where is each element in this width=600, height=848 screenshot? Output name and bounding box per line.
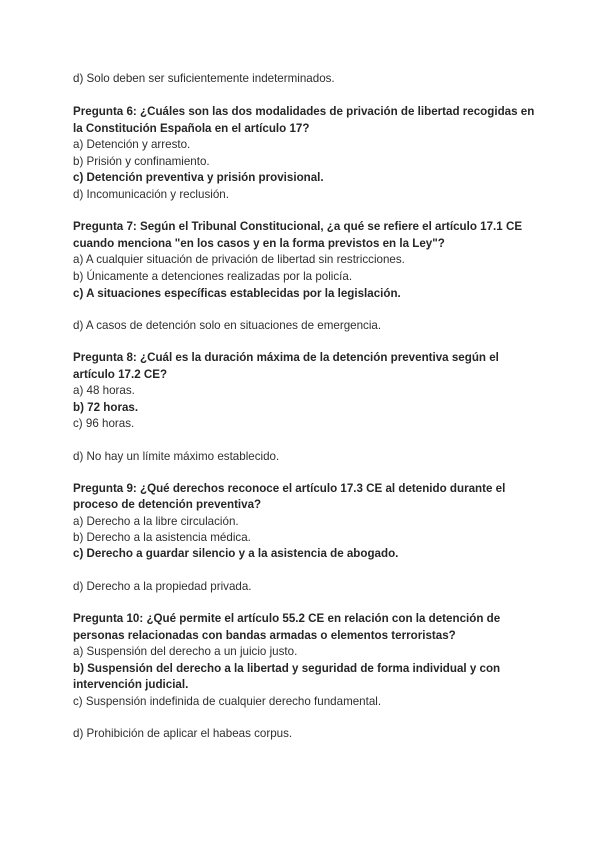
question-8-option-a: a) 48 horas. [73,384,135,397]
question-9-option-b: b) Derecho a la asistencia médica. [73,531,251,544]
question-7-title-line-2: cuando menciona "en los casos y en la forma previstos en la Ley"? [73,237,445,250]
question-9-option-a: a) Derecho a la libre circulación. [73,515,239,528]
question-6-option-d: d) Incomunicación y reclusión. [73,188,229,201]
question-8-option-c: c) 96 horas. [73,417,135,430]
question-6-option-a: a) Detención y arresto. [73,138,191,151]
question-6-title-line-1: Pregunta 6: ¿Cuáles son las dos modalidades de privación de libertad recogidas en [73,105,535,118]
question-7-option-d: d) A casos de detención solo en situaciones de emergencia. [73,319,382,332]
question-6-option-b: b) Prisión y confinamiento. [73,155,210,168]
question-7-option-c-correct: c) A situaciones específicas establecidas por la legislación. [73,287,401,300]
question-9-title-line-1: Pregunta 9: ¿Qué derechos reconoce el artículo 17.3 CE al detenido durante el [73,482,506,495]
question-8-option-b-correct: b) 72 horas. [73,401,139,414]
question-9-title-line-2: proceso de detención preventiva? [73,498,262,511]
question-10-option-c: c) Suspensión indefinida de cualquier derecho fundamental. [73,695,382,708]
question-10-title-line-1: Pregunta 10: ¿Qué permite el artículo 55.2 CE en relación con la detención de [73,612,501,625]
question-7-title-line-1: Pregunta 7: Según el Tribunal Constitucional, ¿a qué se refiere el artículo 17.1 CE [73,220,523,233]
question-10-option-d: d) Prohibición de aplicar el habeas corpus. [73,727,293,740]
question-10-option-a: a) Suspensión del derecho a un juicio justo. [73,645,298,658]
intro-option: d) Solo deben ser suficientemente indeterminados. [73,72,335,85]
question-8-option-d: d) No hay un límite máximo establecido. [73,450,280,463]
question-6-title-line-2: la Constitución Española en el artículo 17? [73,122,310,135]
question-9-option-c-correct: c) Derecho a guardar silencio y a la asistencia de abogado. [73,547,399,560]
question-7-option-b: b) Únicamente a detenciones realizadas por la policía. [73,270,353,283]
question-10-option-b-correct-line-2: intervención judicial. [73,678,189,691]
question-7-option-a: a) A cualquier situación de privación de libertad sin restricciones. [73,253,405,266]
question-9-option-d: d) Derecho a la propiedad privada. [73,580,252,593]
question-8-title-line-2: artículo 17.2 CE? [73,368,168,381]
question-8-title-line-1: Pregunta 8: ¿Cuál es la duración máxima de la detención preventiva según el [73,351,499,364]
question-6-option-c-correct: c) Detención preventiva y prisión provisional. [73,171,324,184]
question-10-option-b-correct-line-1: b) Suspensión del derecho a la libertad y seguridad de forma individual y con [73,662,501,675]
question-10-title-line-2: personas relacionadas con bandas armadas o elementos terroristas? [73,629,456,642]
